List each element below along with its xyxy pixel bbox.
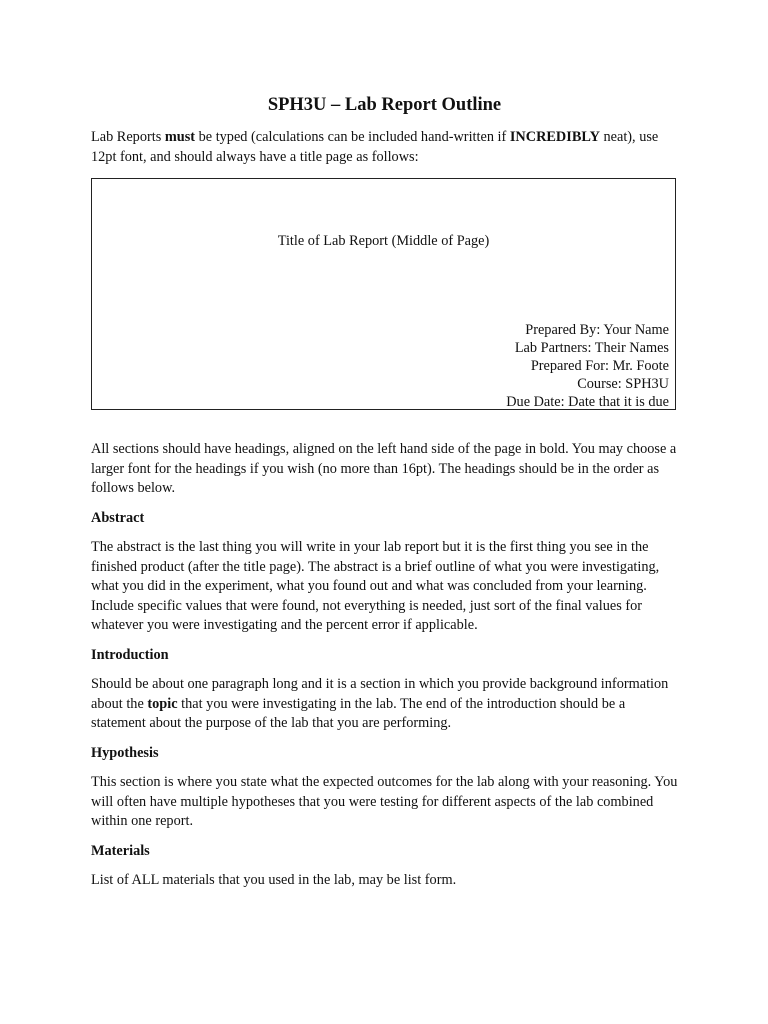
hypothesis-body: This section is where you state what the expected outcomes for the lab along with your reasoning. You will often have multiple hypotheses that you were testing for different aspects of the lab combined within one report.	[91, 774, 678, 829]
lab-partners-line: Lab Partners: Their Names	[514, 340, 669, 356]
course-line: Course: SPH3U	[577, 376, 669, 392]
abstract-heading: Abstract	[91, 509, 145, 526]
intro-text-2: be typed (calculations can be included hand-written if	[195, 129, 510, 145]
abstract-body: The abstract is the last thing you will write in your lab report but it is the first thing you see in the finished product (after the title page). The abstract is a brief outline of what you were investigating, what you did in the experiment, what you found out and what was concluded from your learning. Include specific values that were found, not everything is needed, just sort of the final values for whatever you were investigating and the percent error if applicable.	[91, 539, 660, 633]
document-title: SPH3U – Lab Report Outline	[267, 95, 502, 115]
prepared-by-line: Prepared By: Your Name	[525, 322, 669, 338]
due-date-line: Due Date: Date that it is due	[506, 394, 669, 410]
intro-paragraph	[91, 128, 681, 167]
title-page-details	[506, 321, 669, 411]
prepared-for-line: Prepared For: Mr. Foote	[530, 358, 669, 374]
intro-text-3: neat), use 12pt font, and should always have a title page as follows:	[91, 129, 659, 165]
introduction-heading: Introduction	[91, 646, 169, 663]
report-sections	[91, 440, 681, 901]
introduction-body	[91, 675, 681, 734]
title-page-example	[91, 178, 676, 410]
intro-bold-must: must	[164, 129, 196, 145]
title-page-title: Title of Lab Report (Middle of Page)	[277, 233, 490, 249]
headings-note: All sections should have headings, aligned on the left hand side of the page in bold. You may choose a larger font for the headings if you wish (no more than 16pt). The headings should be in the order as follows below.	[91, 441, 677, 496]
introduction-text-1: Should be about one paragraph long and it is a section in which you provide background information about the	[91, 676, 669, 712]
intro-text-1: Lab Reports	[91, 129, 165, 145]
materials-heading: Materials	[91, 842, 150, 859]
introduction-text-2: that you were investigating in the lab. The end of the introduction should be a statement about the purpose of the lab that you are performing.	[91, 695, 626, 731]
introduction-bold-topic: topic	[147, 695, 178, 712]
materials-body: List of ALL materials that you used in the lab, may be list form.	[91, 872, 457, 888]
intro-bold-incredibly: INCREDIBLY	[509, 129, 600, 145]
hypothesis-heading: Hypothesis	[91, 744, 159, 761]
